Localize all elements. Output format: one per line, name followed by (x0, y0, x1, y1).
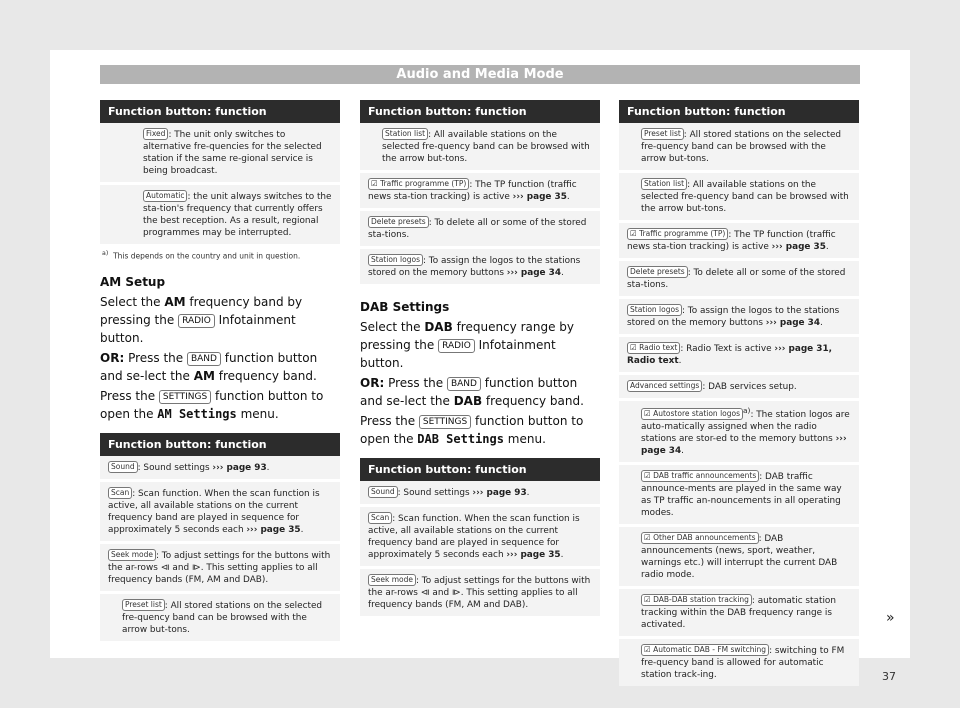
table-row: Seek mode : To adjust settings for the buttons with the ar-rows ⧏ and ⧐. This setting applies to all frequency bands (FM, AM and DAB). (100, 541, 340, 591)
traffic-programme-checkbox[interactable]: ☑ Traffic programme (TP) (368, 178, 469, 190)
automatic-dab-fm-switching-checkbox[interactable]: ☑ Automatic DAB - FM switching (641, 644, 769, 656)
table-row: ☑ Traffic programme (TP) : The TP function (traffic news sta-tion tracking) is active ››› page 35. (360, 170, 600, 208)
am-setup-section: AM Setup Select the AM frequency band by pressing the RADIO Infotainment button. OR: Press the BAND function button and se-lect the AM frequency band. Press the SETTINGS function button to open the AM Settings menu. (100, 273, 340, 423)
station-list-button[interactable]: Station list (641, 178, 687, 190)
table-row: ☑ Traffic programme (TP) : The TP function (traffic news sta-tion tracking) is active ››› page 35. (619, 220, 859, 258)
manual-page (50, 50, 910, 683)
table-row: Station logos : To assign the logos to the stations stored on the memory buttons ››› page 34. (619, 296, 859, 334)
table-row: Preset list : All stored stations on the selected fre-quency band can be browsed with the arrow but-tons. (619, 123, 859, 170)
table-row: Sound : Sound settings ››› page 93. (360, 481, 600, 504)
dab-settings-section: DAB Settings Select the DAB frequency range by pressing the RADIO Infotainment button. OR: Press the BAND function button and se-lect the DAB frequency band. Press the SETTINGS function button to open the DAB Settings menu. (360, 298, 600, 448)
table-row: ☑ DAB-DAB station tracking : automatic station tracking within the DAB frequency range is activated. (619, 586, 859, 636)
table-row: ☑ Autostore station logos $^{a)}$: The station logos are auto-matically assigned when the radio stations are stor-ed to the memory buttons ››› page 34. (619, 398, 859, 462)
station-logos-button[interactable]: Station logos (627, 304, 682, 316)
radio-text-checkbox[interactable]: ☑ Radio text (627, 342, 680, 354)
column-3 (619, 100, 859, 686)
table-row: Preset list : All stored stations on the selected fre-quency band can be browsed with the arrow but-tons. (100, 591, 340, 641)
table-row: Scan : Scan function. When the scan function is active, all available stations on the current frequency band are played in sequence for approximately 5 seconds each ››› page 35. (360, 504, 600, 566)
settings-button[interactable]: SETTINGS (159, 390, 211, 404)
table-row: Delete presets : To delete all or some of the stored sta-tions. (619, 258, 859, 296)
table-row: ☑ Radio text : Radio Text is active ››› page 31, Radio text. (619, 334, 859, 372)
table-row: Advanced settings : DAB services setup. (619, 372, 859, 398)
section-title: AM Setup (100, 274, 166, 289)
autostore-station-logos-checkbox[interactable]: ☑ Autostore station logos (641, 408, 743, 420)
delete-presets-button[interactable]: Delete presets (368, 216, 429, 228)
table-row: Sound : Sound settings ››› page 93. (100, 456, 340, 479)
table-row: Scan : Scan function. When the scan function is active, all available stations on the current frequency band are played in sequence for approximately 5 seconds each ››› page 35. (100, 479, 340, 541)
page-header: Audio and Media Mode (100, 65, 860, 84)
band-button[interactable]: BAND (187, 352, 221, 366)
table-row: Station list : All available stations on the selected fre-quency band can be browsed with the arrow but-tons. (360, 123, 600, 170)
delete-presets-button[interactable]: Delete presets (627, 266, 688, 278)
seek-mode-button[interactable]: Seek mode (368, 574, 416, 586)
table-heading: Function button: function (100, 433, 340, 456)
table-row: Station logos : To assign the logos to the stations stored on the memory buttons ››› page 34. (360, 246, 600, 284)
table-heading: Function button: function (360, 458, 600, 481)
other-dab-announcements-checkbox[interactable]: ☑ Other DAB announcements (641, 532, 759, 544)
fixed-button[interactable]: Fixed (143, 128, 168, 140)
table-row: ☑ DAB traffic announcements : DAB traffic announce-ments are played in the same way as TP traffic an-nouncements in all operating modes. (619, 462, 859, 524)
automatic-button[interactable]: Automatic (143, 190, 187, 202)
preset-list-button[interactable]: Preset list (122, 599, 165, 611)
section-title: DAB Settings (360, 300, 450, 315)
advanced-settings-button[interactable]: Advanced settings (627, 380, 702, 392)
dab-dab-station-tracking-checkbox[interactable]: ☑ DAB-DAB station tracking (641, 594, 752, 606)
table-heading: Function button: function (360, 100, 600, 123)
scan-button[interactable]: Scan (368, 512, 392, 524)
footnote: $^{a)}$ This depends on the country and unit in question. (102, 250, 301, 261)
table-row: Automatic : the unit always switches to the sta-tion's frequency that currently offers the best reception. As a result, regional programmes may be interrupted. (100, 182, 340, 244)
traffic-programme-checkbox[interactable]: ☑ Traffic programme (TP) (627, 228, 728, 240)
scan-button[interactable]: Scan (108, 487, 132, 499)
table-heading: Function button: function (100, 100, 340, 123)
station-list-button[interactable]: Station list (382, 128, 428, 140)
table-row: ☑ Other DAB announcements : DAB announcements (news, sport, weather, warnings etc.) will interrupt the current DAB radio mode. (619, 524, 859, 586)
settings-button[interactable]: SETTINGS (419, 415, 471, 429)
seek-mode-button[interactable]: Seek mode (108, 549, 156, 561)
radio-button[interactable]: RADIO (178, 314, 215, 328)
sound-button[interactable]: Sound (108, 461, 138, 473)
band-button[interactable]: BAND (447, 377, 481, 391)
continue-arrow-icon: » (886, 610, 895, 626)
column-1 (100, 100, 340, 641)
preset-list-button[interactable]: Preset list (641, 128, 684, 140)
station-logos-button[interactable]: Station logos (368, 254, 423, 266)
column-2 (360, 100, 600, 616)
page-number: 37 (882, 670, 896, 683)
table-row: Fixed : The unit only switches to alternative fre-quencies for the selected station if the same re-gional service is being broadcast. (100, 123, 340, 182)
table-row: Delete presets : To delete all or some of the stored sta-tions. (360, 208, 600, 246)
dab-traffic-announcements-checkbox[interactable]: ☑ DAB traffic announcements (641, 470, 759, 482)
table-row: Seek mode : To adjust settings for the buttons with the ar-rows ⧏ and ⧐. This setting applies to all frequency bands (FM, AM and DAB). (360, 566, 600, 616)
sound-button[interactable]: Sound (368, 486, 398, 498)
table-row: ☑ Automatic DAB - FM switching : switching to FM fre-quency band is allowed for automatic station track-ing. (619, 636, 859, 686)
table-heading: Function button: function (619, 100, 859, 123)
table-row: Station list : All available stations on the selected fre-quency band can be browsed with the arrow but-tons. (619, 170, 859, 220)
radio-button[interactable]: RADIO (438, 339, 475, 353)
